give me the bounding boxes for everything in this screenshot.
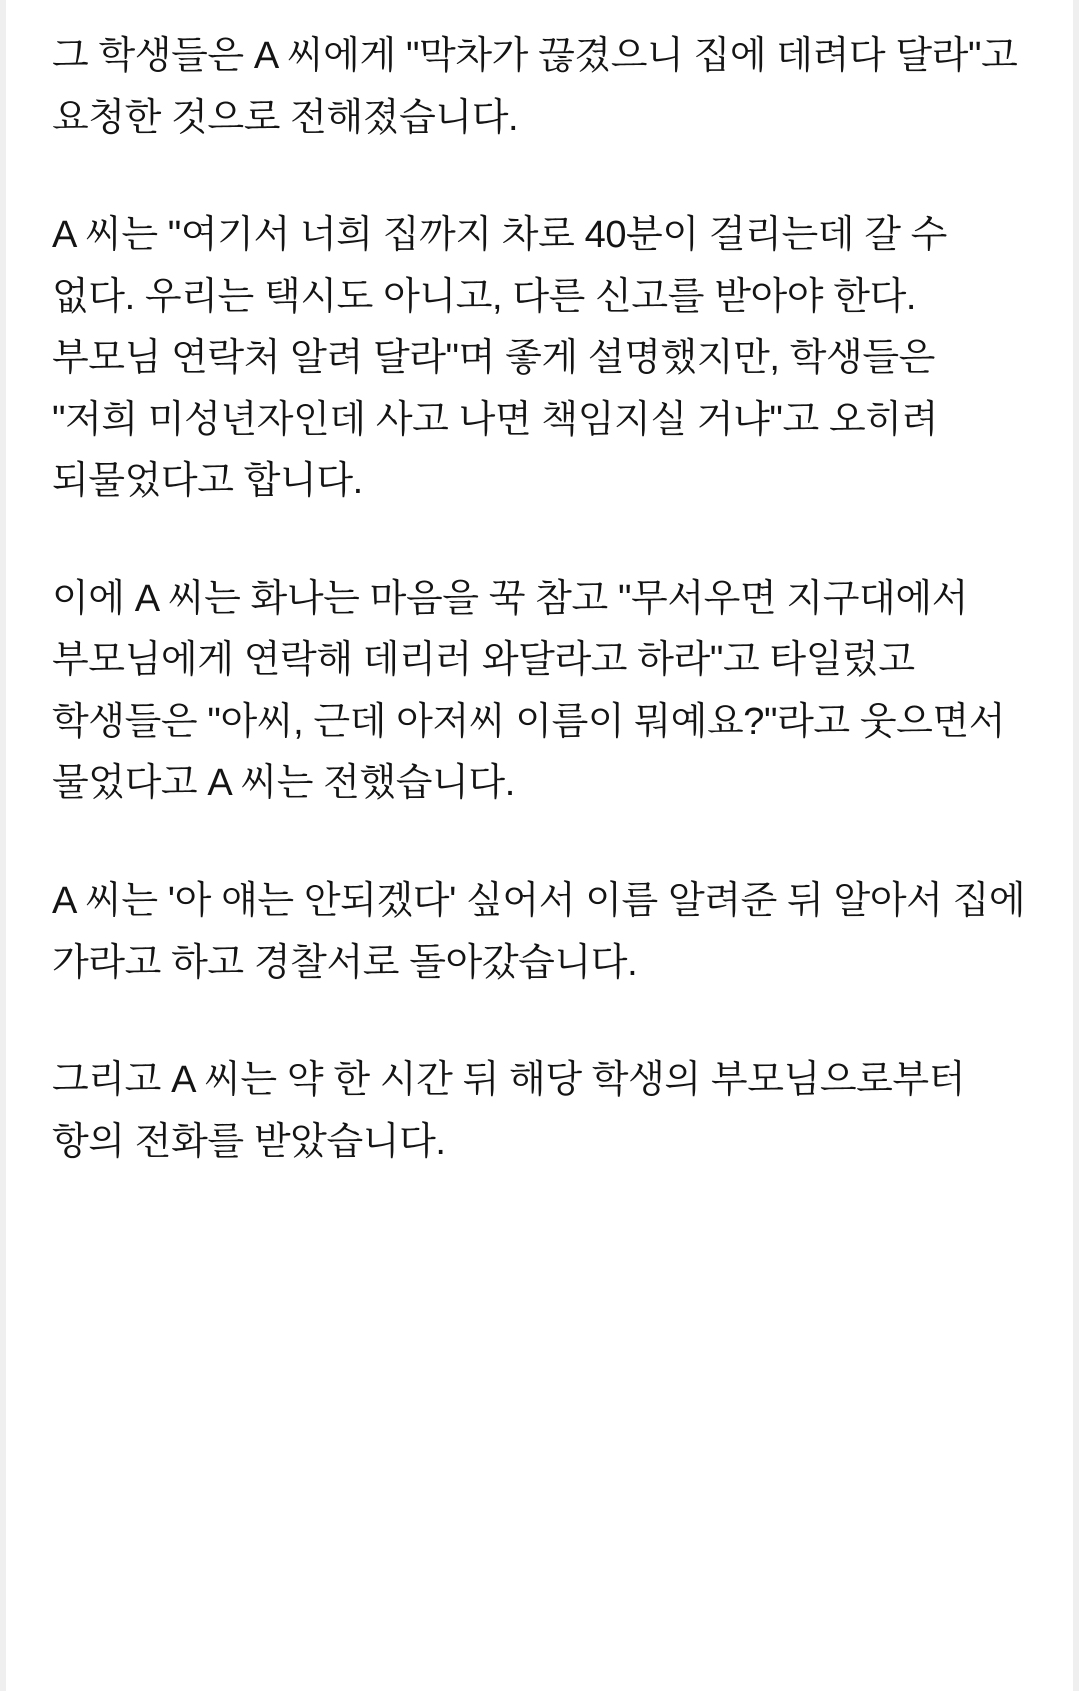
article-paragraph: A 씨는 "여기서 너희 집까지 차로 40분이 걸리는데 갈 수 없다. 우리는 택시도 아니고, 다른 신고를 받아야 한다. 부모님 연락처 알려 달라"며 좋게 설명했지만, 학생들은 "저희 미성년자인데 사고 나면 책임지실 거냐"고 오히려 되물었다고 합니다. [52,214,947,503]
article-paragraph: 이에 A 씨는 화나는 마음을 꾹 참고 "무서우면 지구대에서 부모님에게 연락해 데리러 와달라고 하라"고 타일렀고 학생들은 "아씨, 근데 아저씨 이름이 뭐예요?"라고 웃으면서 물었다고 A 씨는 전했습니다. [52,577,1006,805]
article-paragraph: A 씨는 '아 얘는 안되겠다' 싶어서 이름 알려준 뒤 알아서 집에 가라고 하고 경찰서로 돌아갔습니다. [52,880,1026,984]
article-paragraph: 그리고 A 씨는 약 한 시간 뒤 해당 학생의 부모님으로부터 항의 전화를 받았습니다. [52,1059,966,1163]
page-right-edge [1073,0,1079,1691]
page-left-edge [0,0,6,1691]
article-body [52,26,1027,1173]
article-paragraph: 그 학생들은 A 씨에게 "막차가 끊겼으니 집에 데려다 달라"고 요청한 것으로 전해졌습니다. [52,35,1018,139]
